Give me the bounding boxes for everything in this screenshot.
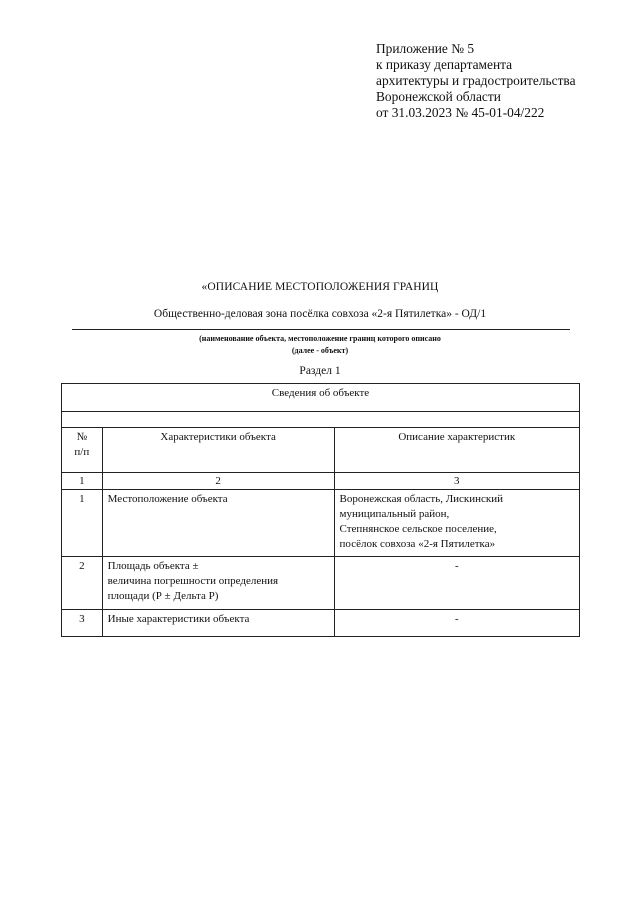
table-header-row <box>62 384 580 412</box>
column-header-num-line: п/п <box>74 446 90 458</box>
column-header-num <box>62 428 103 473</box>
appendix-line: Приложение № 5 <box>376 41 475 56</box>
row-number: 2 <box>62 557 103 610</box>
appendix-line: Воронежской области <box>376 89 501 104</box>
row-characteristic-line: Местоположение объекта <box>107 493 228 505</box>
object-info-table <box>61 383 580 637</box>
document-title: «ОПИСАНИЕ МЕСТОПОЛОЖЕНИЯ ГРАНИЦ <box>201 281 439 293</box>
row-description <box>334 490 579 557</box>
appendix-line: от 31.03.2023 № 45-01-04/222 <box>376 105 545 120</box>
section-title: Раздел 1 <box>299 365 341 377</box>
row-description-line: Воронежская область, Лискинский <box>339 493 504 505</box>
row-description-line: посёлок совхоза «2-я Пятилетка» <box>339 538 496 550</box>
underline-rule <box>72 329 570 330</box>
row-characteristic <box>102 490 334 557</box>
column-number-row <box>62 473 580 490</box>
appendix-line: архитектуры и градостроительства <box>376 73 576 88</box>
column-number: 3 <box>334 473 579 490</box>
table-row <box>62 557 580 610</box>
row-number: 3 <box>62 610 103 637</box>
appendix-line: к приказу департамента <box>376 57 513 72</box>
row-characteristic-line: площади (Р ± Дельта Р) <box>107 590 219 602</box>
column-number: 1 <box>62 473 103 490</box>
object-name: Общественно-деловая зона посёлка совхоза «2-я Пятилетка» - ОД/1 <box>153 308 487 320</box>
blank-cell <box>62 412 580 428</box>
appendix-header <box>376 41 576 121</box>
row-characteristic <box>102 557 334 610</box>
column-header-row <box>62 428 580 473</box>
row-description-line: муниципальный район, <box>339 508 450 520</box>
column-header-description: Описание характеристик <box>334 428 579 473</box>
row-description-line: Степнянское сельское поселение, <box>339 523 497 535</box>
note-line: (далее - объект) <box>291 346 349 355</box>
row-number: 1 <box>62 490 103 557</box>
object-name-note <box>60 333 580 357</box>
row-characteristic <box>102 610 334 637</box>
column-header-num-line: № <box>76 431 88 443</box>
row-characteristic-line: Иные характеристики объекта <box>107 613 250 625</box>
table-row <box>62 610 580 637</box>
row-description: - <box>334 557 579 610</box>
row-description: - <box>334 610 579 637</box>
column-header-characteristics: Характеристики объекта <box>102 428 334 473</box>
row-characteristic-line: Площадь объекта ± <box>107 560 199 572</box>
table-row <box>62 490 580 557</box>
table-blank-row <box>62 412 580 428</box>
table-header: Сведения об объекте <box>62 384 580 412</box>
column-number: 2 <box>102 473 334 490</box>
note-line: (наименование объекта, местоположение границ которого описано <box>199 334 441 343</box>
row-characteristic-line: величина погрешности определения <box>107 575 279 587</box>
